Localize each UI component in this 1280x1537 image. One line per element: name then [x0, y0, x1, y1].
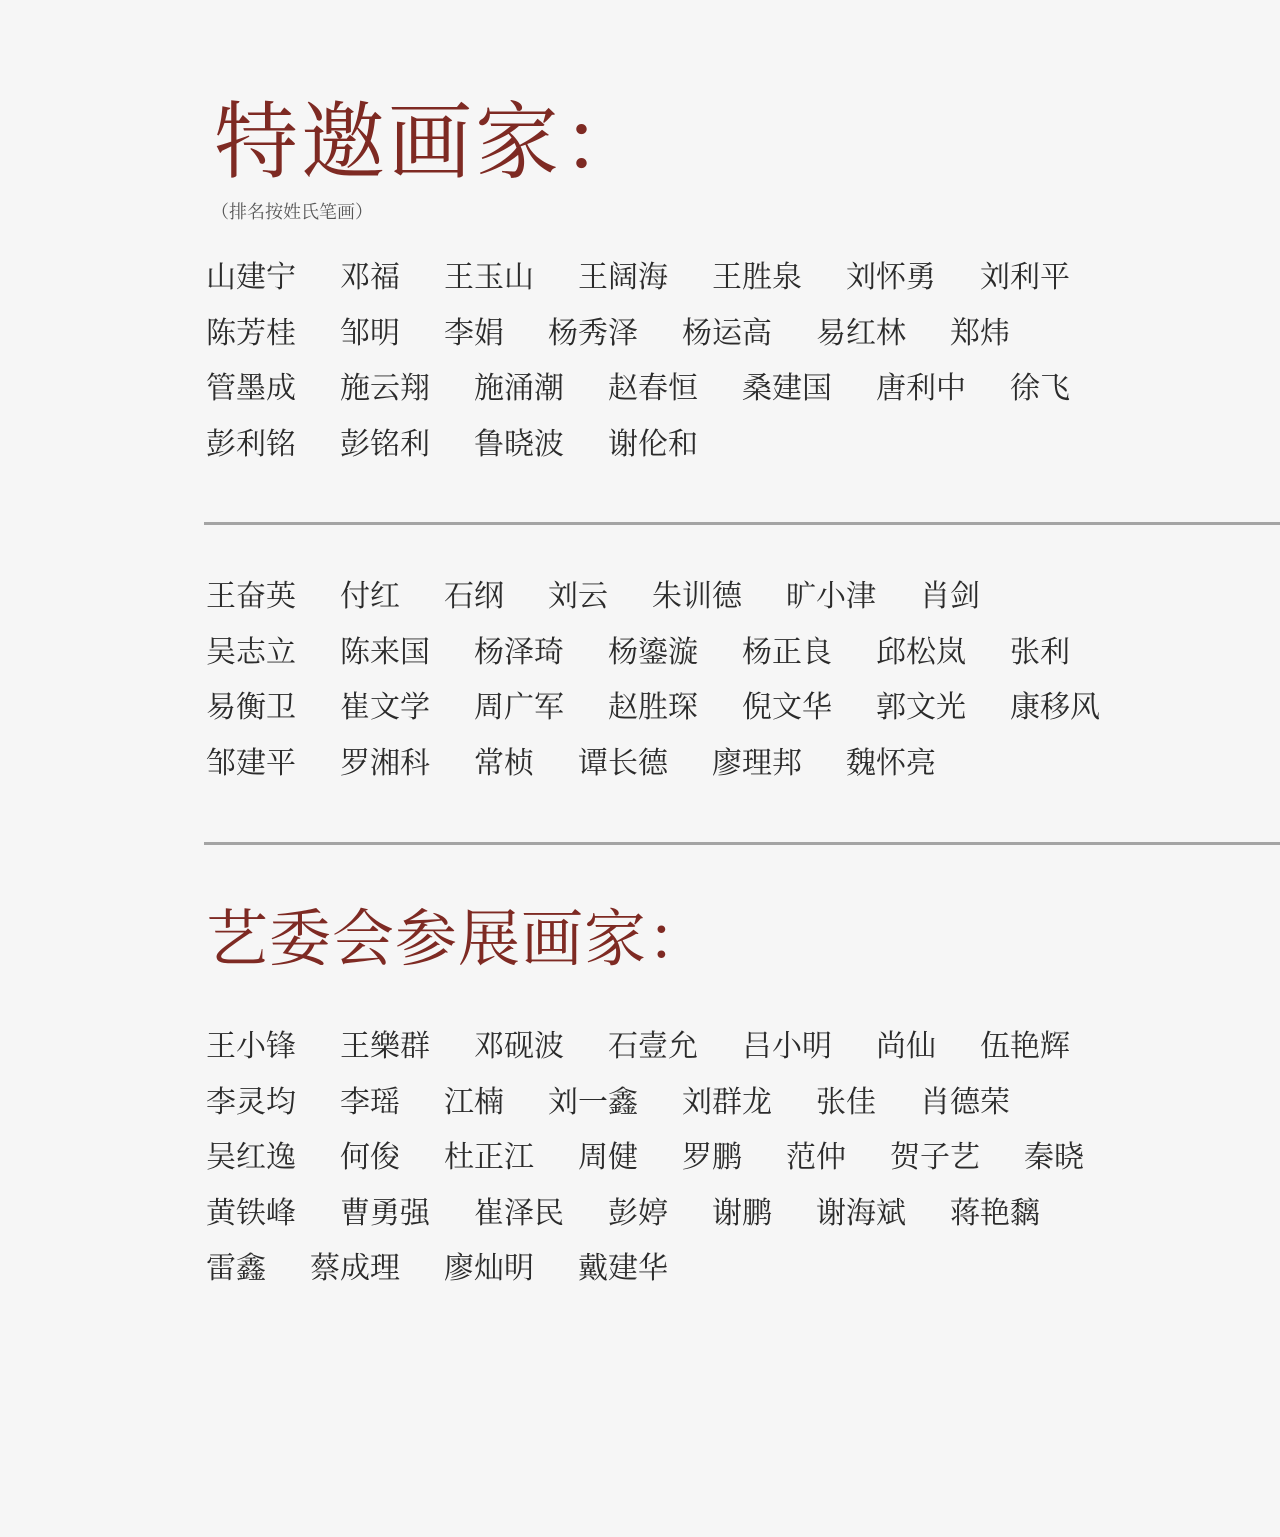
committee-painters-title: 艺委会参展画家：: [206, 902, 711, 975]
name-row: [206, 1194, 1266, 1250]
painter-name: 曹勇强: [340, 1195, 430, 1231]
invited-painters-title: 特邀画家：: [214, 93, 650, 191]
name-row: [206, 425, 1266, 481]
name-row: [206, 688, 1266, 744]
name-row: [206, 1249, 1266, 1305]
painter-name: 廖灿明: [444, 1251, 534, 1287]
painter-name: 邹建平: [206, 745, 296, 781]
painter-name: 吴红逸: [206, 1140, 296, 1176]
painter-name: 周健: [578, 1140, 638, 1176]
painter-name: 常桢: [474, 745, 534, 781]
painter-name: 易衡卫: [206, 690, 296, 726]
painter-name: 旷小津: [786, 579, 876, 614]
painter-name: 魏怀亮: [846, 745, 936, 781]
painter-name: 杨正良: [742, 634, 832, 670]
name-row: [206, 369, 1266, 425]
painter-name: 郑炜: [950, 315, 1010, 351]
painter-name: 戴建华: [578, 1251, 668, 1287]
painter-name: 伍艳辉: [980, 1029, 1070, 1064]
painter-name: 刘群龙: [682, 1084, 772, 1120]
painter-name: 王小锋: [206, 1029, 296, 1064]
painter-name: 邹明: [340, 315, 400, 351]
painter-name: 刘利平: [980, 260, 1070, 295]
painter-name: 江楠: [444, 1084, 504, 1120]
painter-name: 邓砚波: [474, 1029, 564, 1064]
name-row: [206, 1138, 1266, 1194]
painter-name: 付红: [340, 579, 400, 614]
painter-name: 邱松岚: [876, 634, 966, 670]
painter-name: 石纲: [444, 579, 504, 614]
painter-name: 杜正江: [444, 1140, 534, 1176]
painter-name: 王玉山: [444, 260, 534, 295]
painter-name: 崔泽民: [474, 1195, 564, 1231]
painter-name: 管墨成: [206, 371, 296, 407]
painter-name: 朱训德: [652, 579, 742, 614]
painter-name: 刘怀勇: [846, 260, 936, 295]
painter-name: 雷鑫: [206, 1251, 266, 1287]
painter-name: 李娟: [444, 315, 504, 351]
painter-name: 倪文华: [742, 690, 832, 726]
painter-name: 杨泽琦: [474, 634, 564, 670]
painter-name: 邓福: [340, 260, 400, 295]
painter-name: 鲁晓波: [474, 426, 564, 462]
painter-name: 桑建国: [742, 371, 832, 407]
painter-name: 唐利中: [876, 371, 966, 407]
painter-name: 吴志立: [206, 634, 296, 670]
painter-name: 谢鹏: [712, 1195, 772, 1231]
painter-name: 赵春恒: [608, 371, 698, 407]
committee-painters-list: [206, 1027, 1266, 1305]
name-row: [206, 744, 1266, 800]
painter-name: 张佳: [816, 1084, 876, 1120]
painter-name: 彭铭利: [340, 426, 430, 462]
name-row: [206, 577, 1266, 633]
painter-name: 何俊: [340, 1140, 400, 1176]
painter-name: 尚仙: [876, 1029, 936, 1064]
painter-name: 王阔海: [578, 260, 668, 295]
painter-name: 范仲: [786, 1140, 846, 1176]
painter-name: 郭文光: [876, 690, 966, 726]
painter-name: 石壹允: [608, 1029, 698, 1064]
painter-name: 周广军: [474, 690, 564, 726]
painter-name: 罗鹏: [682, 1140, 742, 1176]
painter-name: 康移风: [1010, 690, 1100, 726]
name-row: [206, 633, 1266, 689]
painter-name: 赵胜琛: [608, 690, 698, 726]
painter-name: 谢伦和: [608, 426, 698, 462]
painter-name: 肖剑: [920, 579, 980, 614]
painter-name: 谭长德: [578, 745, 668, 781]
painter-name: 施云翔: [340, 371, 430, 407]
painter-name: 刘云: [548, 579, 608, 614]
ordering-note: （排名按姓氏笔画）: [211, 202, 373, 223]
painter-name: 廖理邦: [712, 745, 802, 781]
name-row: [206, 258, 1266, 314]
painter-name: 王奋英: [206, 579, 296, 614]
painter-name: 徐飞: [1010, 371, 1070, 407]
painter-name: 山建宁: [206, 260, 296, 295]
painter-name: 蔡成理: [310, 1251, 400, 1287]
section-divider: [204, 842, 1280, 845]
painter-name: 杨运高: [682, 315, 772, 351]
painter-name: 李瑶: [340, 1084, 400, 1120]
invited-painters-list-1: [206, 258, 1266, 480]
painter-name: 彭利铭: [206, 426, 296, 462]
painter-name: 吕小明: [742, 1029, 832, 1064]
name-row: [206, 1083, 1266, 1139]
painter-name: 谢海斌: [816, 1195, 906, 1231]
painter-name: 黄铁峰: [206, 1195, 296, 1231]
invited-painters-list-2: [206, 577, 1266, 799]
painter-name: 施涌潮: [474, 371, 564, 407]
painter-name: 蒋艳黐: [950, 1195, 1040, 1231]
painter-name: 刘一鑫: [548, 1084, 638, 1120]
painter-name: 杨鎏漩: [608, 634, 698, 670]
name-row: [206, 1027, 1266, 1083]
painter-name: 贺子艺: [890, 1140, 980, 1176]
painter-name: 秦晓: [1024, 1140, 1084, 1176]
painter-name: 崔文学: [340, 690, 430, 726]
painter-name: 彭婷: [608, 1195, 668, 1231]
painter-name: 杨秀泽: [548, 315, 638, 351]
painter-name: 张利: [1010, 634, 1070, 670]
painter-name: 李灵均: [206, 1084, 296, 1120]
name-row: [206, 314, 1266, 370]
painter-name: 罗湘科: [340, 745, 430, 781]
painter-name: 陈来国: [340, 634, 430, 670]
section-divider: [204, 522, 1280, 525]
painter-name: 王胜泉: [712, 260, 802, 295]
painter-name: 王樂群: [340, 1029, 430, 1064]
painter-name: 肖德荣: [920, 1084, 1010, 1120]
painter-name: 陈芳桂: [206, 315, 296, 351]
painter-name: 易红林: [816, 315, 906, 351]
